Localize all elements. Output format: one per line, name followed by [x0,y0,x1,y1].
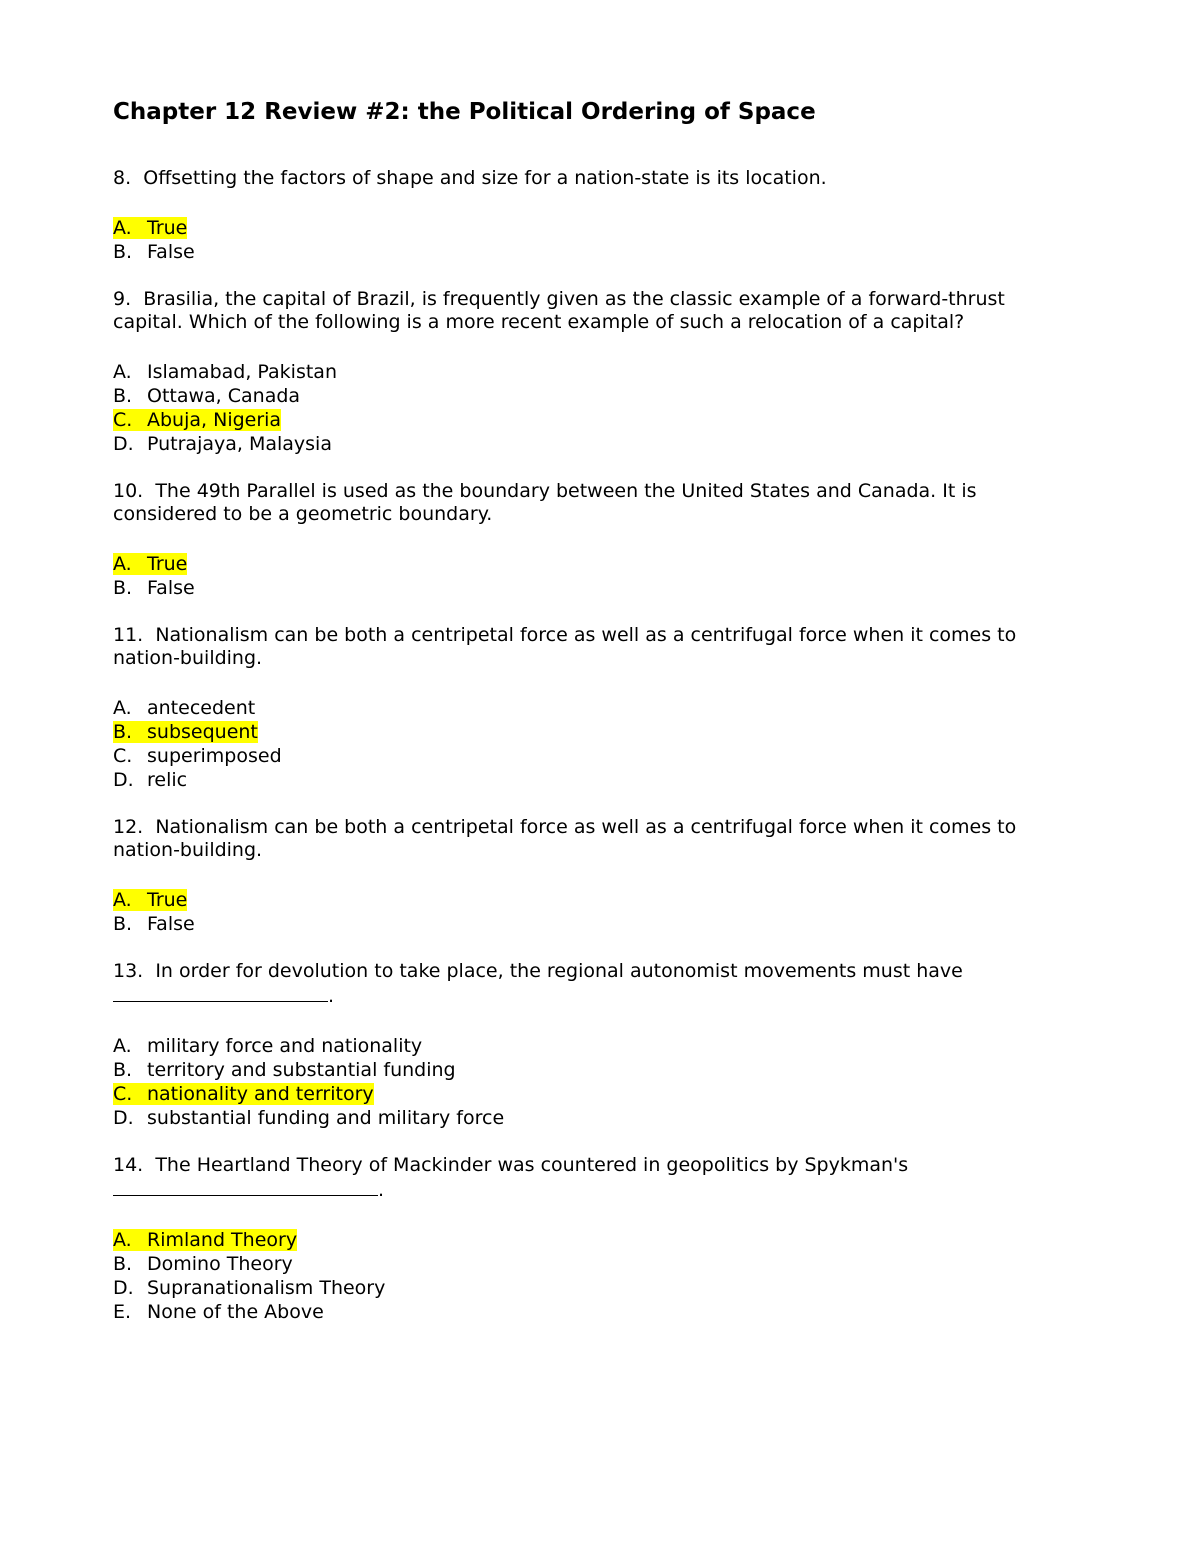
option-text: False [147,912,195,935]
answer-option [113,1252,1073,1276]
option-letter: D. [113,1106,134,1129]
answer-option [113,576,1073,600]
answer-option [113,1276,1073,1300]
option-text: antecedent [147,696,256,719]
answer-options [113,888,1073,936]
answer-content [113,577,195,599]
question-body: Offsetting the factors of shape and size for a nation-state is its location. [143,167,827,189]
option-text: Abuja, Nigeria [147,408,282,431]
answer-option [113,744,1073,768]
question-text [113,480,1073,527]
option-text: military force and nationality [147,1034,423,1057]
option-letter: B. [113,912,133,935]
answer-option [113,696,1073,720]
question-text [113,288,1073,335]
option-text: Domino Theory [147,1252,293,1275]
question-body: In order for devolution to take place, the regional autonomist movements must have [155,959,963,982]
answer-options [113,552,1073,600]
option-text: True [147,888,188,911]
option-letter: D. [113,768,134,791]
option-text: nationality and territory [147,1082,374,1105]
answer-option-correct [113,888,1073,912]
page-title: Chapter 12 Review #2: the Political Ordering of Space [113,99,816,125]
answer-content [113,769,187,791]
question-number: 9. [113,287,132,310]
answer-options [113,360,1073,456]
answer-option-correct [113,1082,1073,1106]
answer-option [113,432,1073,456]
answer-options [113,696,1073,792]
answer-content [113,745,282,767]
question-text [113,1154,1073,1203]
answer-option [113,1106,1073,1130]
question-list [113,167,1073,1324]
option-text: substantial funding and military force [147,1106,505,1129]
answer-highlight [113,889,187,911]
question-number: 10. [113,479,144,502]
answer-content [113,1035,422,1057]
answer-option-correct [113,720,1073,744]
answer-content [113,385,300,407]
answer-option [113,912,1073,936]
option-letter: A. [113,360,132,383]
option-letter: A. [113,696,132,719]
question-number: 8. [113,167,132,189]
question-body: The 49th Parallel is used as the boundary between the United States and Canada. It is considered to be a geometric boundary. [113,479,977,525]
question-text [113,816,1073,863]
question-number: 11. [113,623,144,646]
answer-content [113,1059,456,1081]
answer-option-correct [113,1228,1073,1252]
option-text: Putrajaya, Malaysia [147,432,332,455]
option-text: Rimland Theory [147,1228,298,1251]
answer-content [113,433,332,455]
answer-option [113,384,1073,408]
answer-option [113,1058,1073,1082]
option-letter: A. [113,216,132,239]
option-text: relic [147,768,188,791]
answer-option [113,360,1073,384]
answer-content [113,913,195,935]
option-text: True [147,216,188,239]
option-letter: B. [113,720,133,743]
question-number: 14. [113,1153,144,1176]
question-body: Nationalism can be both a centripetal force as well as a centrifugal force when it comes to nation-building. [113,623,1017,669]
answer-highlight [113,409,281,431]
answer-content [113,1107,504,1129]
question-4 [113,816,1073,936]
answer-content [113,1301,324,1323]
option-text: Islamabad, Pakistan [147,360,337,383]
question-6 [113,1154,1073,1324]
answer-blank [113,1177,378,1196]
option-text: False [147,240,195,263]
option-text: True [147,552,188,575]
answer-option [113,1034,1073,1058]
question-2 [113,480,1073,600]
question-number: 13. [113,959,144,982]
question-text [113,624,1073,671]
answer-content [113,697,255,719]
question-0 [113,167,1073,264]
option-letter: D. [113,1276,134,1299]
answer-content [113,1277,385,1299]
answer-content [113,1253,293,1275]
answer-options [113,1034,1073,1130]
option-letter: C. [113,1082,133,1105]
answer-content [113,361,337,383]
question-body: The Heartland Theory of Mackinder was countered in geopolitics by Spykman's [155,1153,909,1176]
answer-option [113,1300,1073,1324]
answer-highlight [113,721,258,743]
option-text: Ottawa, Canada [147,384,301,407]
question-1 [113,288,1073,456]
option-letter: B. [113,240,133,263]
option-letter: B. [113,576,133,599]
blank-punctuation: . [328,985,335,1007]
option-letter: A. [113,552,132,575]
option-text: Supranationalism Theory [147,1276,386,1299]
question-body: Nationalism can be both a centripetal force as well as a centrifugal force when it comes to nation-building. [113,815,1017,861]
answer-options [113,216,1073,264]
answer-content [113,241,195,263]
option-letter: A. [113,1034,132,1057]
question-3 [113,624,1073,792]
question-5 [113,960,1073,1130]
option-letter: C. [113,408,133,431]
option-text: subsequent [147,720,258,743]
option-letter: A. [113,1228,132,1251]
question-body: Brasilia, the capital of Brazil, is frequently given as the classic example of a forward-thrust capital. Which of the following is a more recent example of such a relocation of a capital? [113,287,1005,333]
document-page [113,96,1073,1348]
blank-punctuation: . [378,1179,385,1201]
answer-option-correct [113,552,1073,576]
answer-option [113,768,1073,792]
question-number: 12. [113,815,144,838]
option-text: superimposed [147,744,282,767]
question-text [113,960,1073,1009]
answer-option [113,240,1073,264]
option-letter: C. [113,744,133,767]
answer-highlight [113,553,187,575]
option-text: territory and substantial funding [147,1058,456,1081]
answer-option-correct [113,408,1073,432]
answer-highlight [113,1083,374,1105]
answer-highlight [113,1229,297,1251]
option-letter: A. [113,888,132,911]
answer-blank [113,983,328,1002]
answer-highlight [113,217,187,239]
option-letter: E. [113,1300,132,1323]
option-text: None of the Above [147,1300,324,1323]
option-letter: B. [113,384,133,407]
option-letter: B. [113,1058,133,1081]
option-text: False [147,576,195,599]
question-text [113,167,1073,191]
answer-options [113,1228,1073,1324]
option-letter: B. [113,1252,133,1275]
option-letter: D. [113,432,134,455]
answer-option-correct [113,216,1073,240]
